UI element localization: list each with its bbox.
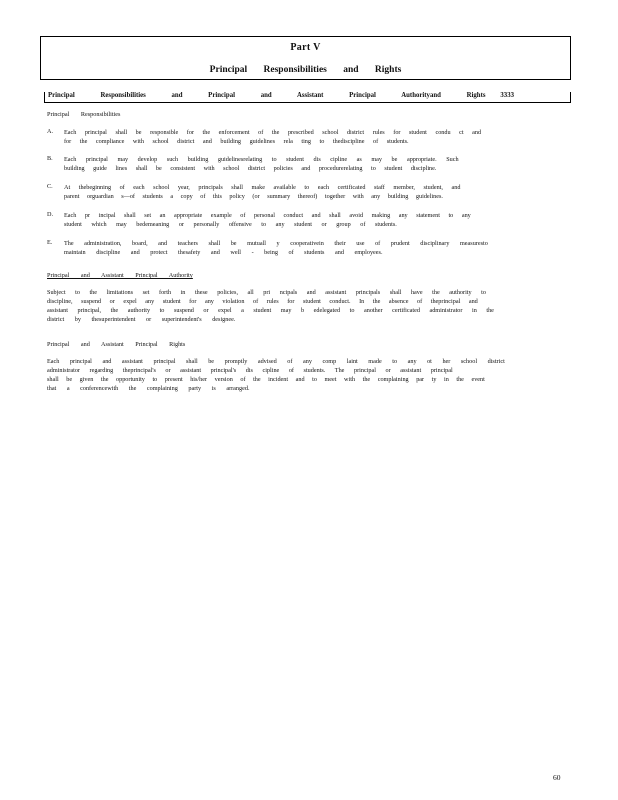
item-letter-d: D.	[47, 211, 54, 218]
item-b-line-1: Each principal may develop such building guidelinesrelating to student dis cipline as may be appropriate. Such	[64, 156, 459, 163]
item-letter-e: E.	[47, 239, 53, 246]
item-letter-b: B.	[47, 155, 53, 162]
item-letter-a: A.	[47, 128, 54, 135]
authority-heading: Principal and Assistant Principal Authority	[47, 272, 193, 279]
part-title: Part V	[290, 42, 321, 53]
item-c-line-1: At thebeginning of each school year, principals shall make available to each certificated staff member, student, and	[64, 184, 461, 191]
part-subtitle: Principal Responsibilities and Rights	[209, 65, 402, 75]
part-title-box	[40, 36, 571, 80]
item-letter-c: C.	[47, 183, 53, 190]
policy-code: 3333	[500, 92, 514, 99]
rights-heading: Principal and Assistant Principal Rights	[47, 341, 186, 348]
authority-line-1: Subject to the limitations set forth in these policies, all pri ncipals and assistant principals shall have the authority to	[47, 289, 486, 296]
item-a-line-1: Each principal shall be responsible for the enforcement of the prescribed school district rules for student condu ct and	[64, 129, 482, 136]
policy-header	[44, 92, 571, 103]
rights-line-2: administrator regarding theprincipal's or assistant principal's dis cipline of students. The principal or assistant principal	[47, 367, 453, 374]
authority-line-2: discipline, suspend or expel any student for any violation of rules for student conduct. In the absence of theprincipal and	[47, 298, 478, 305]
item-b-line-2: building guide lines shall be consistent with school district policies and procedurerelating to student discipline.	[64, 165, 437, 172]
responsibilities-heading: Principal Responsibilities	[47, 111, 121, 118]
authority-line-4: district by thesuperintendent or superintendent's designee.	[47, 316, 236, 323]
rights-line-3: shall be given the opportunity to present his/her version of the incident and to meet with the complaining par ty in the event	[47, 376, 485, 383]
item-a-line-2: for the compliance with school district and building guidelines rela ting to thediscipline of students.	[64, 138, 409, 145]
authority-line-3: assistant principal, the authority to suspend or expel a student may b edelegated to another certificated administrator in the	[47, 307, 494, 314]
rights-line-4: that a conferencewith the complaining party is arranged.	[47, 385, 250, 392]
item-e-line-1: The administration, board, and teachers shall be mutuall y cooperativein their use of prudent disciplinary measuresto	[64, 240, 488, 247]
item-d-line-1: Each pr incipal shall set an appropriate example of personal conduct and shall avoid making any statement to any	[64, 212, 471, 219]
item-d-line-2: student which may bedemeaning or personally offensive to any student or group of students.	[64, 221, 397, 228]
policy-title: Principal Responsibilities and Principal and Assistant Principal Authorityand Rights	[48, 92, 486, 99]
page-number: 60	[553, 773, 561, 782]
rights-line-1: Each principal and assistant principal shall be promptly advised of any comp laint made to any ot her school district	[47, 358, 505, 365]
item-c-line-2: parent orguardian s—of students a copy of this policy (or summary thereof) together with any building guidelines.	[64, 193, 443, 200]
item-e-line-2: maintain discipline and protect thesafety and well - being of students and employees.	[64, 249, 383, 256]
